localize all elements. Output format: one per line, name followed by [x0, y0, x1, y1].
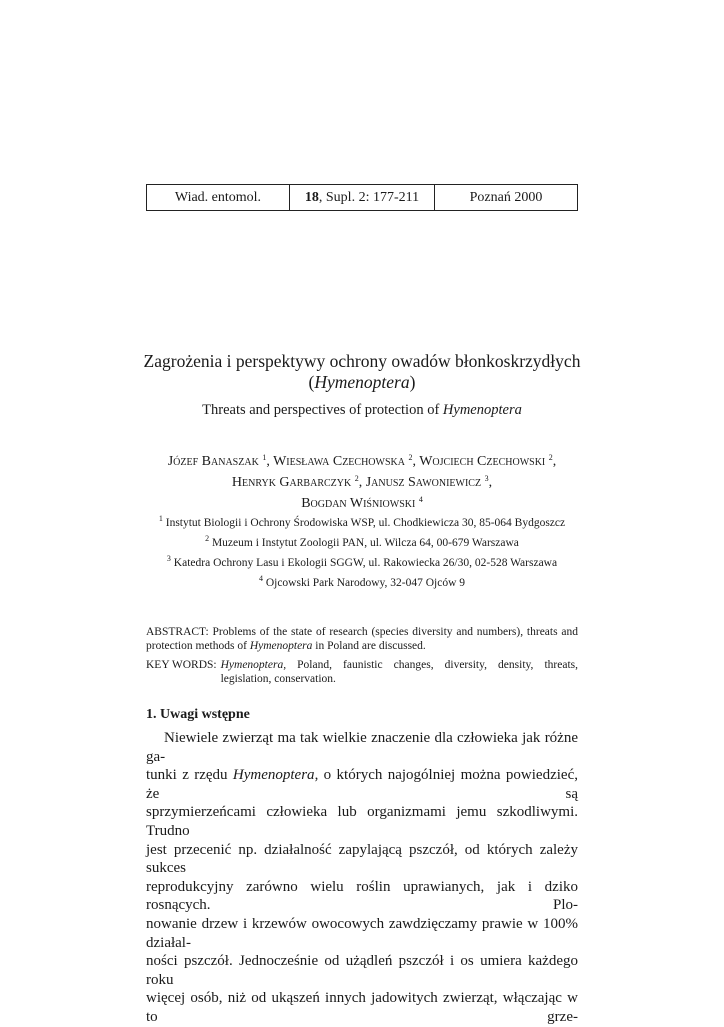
- abstract: [146, 625, 578, 653]
- author-ref: 4: [418, 495, 423, 504]
- affiliation-text: Katedra Ochrony Lasu i Ekologii SGGW, ul. Rakowiecka 26/30, 02-528 Warszawa: [173, 557, 558, 569]
- author-name: Józef Banaszak: [167, 454, 259, 469]
- authors-line-2: Henryk Garbarczyk $^2$, Janusz Sawoniewicz $^3$,: [231, 474, 493, 490]
- journal-volume-pages: [290, 185, 435, 210]
- volume-number: 18: [304, 189, 319, 205]
- author-ref: 2: [408, 453, 413, 462]
- keywords-text: [221, 658, 578, 686]
- affiliation-ref: 1: [158, 514, 163, 523]
- title-taxon: Hymenoptera: [314, 372, 410, 392]
- author-name: Wiesława Czechowska: [273, 454, 405, 469]
- journal-header-box: [146, 184, 578, 211]
- abstract-text: Problems of the state of research (species diversity and numbers), threats and protection methods of: [146, 626, 578, 652]
- place-year: Poznań 2000: [469, 189, 543, 205]
- affiliation-text: Ojcowski Park Narodowy, 32-047 Ojców 9: [265, 577, 466, 589]
- affiliation-2: [100, 532, 624, 550]
- journal-name: Wiad. entomol.: [147, 185, 290, 210]
- subtitle-taxon: Hymenoptera: [442, 402, 522, 418]
- section-heading: 1. Uwagi wstępne: [146, 707, 250, 722]
- body-line-5: reprodukcyjny zarówno wielu roślin uprawianych, jak i dziko rosnących. Plo-: [146, 878, 578, 914]
- author-ref: 2: [354, 474, 359, 483]
- body-line-7: ności pszczół. Jednocześnie od użądleń pszczół i os umiera każdego roku: [146, 953, 578, 988]
- affiliation-ref: 3: [166, 554, 171, 563]
- author-name: Wojciech Czechowski: [419, 454, 546, 469]
- keywords-taxon: Hymenoptera,: [220, 659, 287, 671]
- abstract-text-end: in Poland are discussed.: [312, 640, 426, 652]
- author-ref: 2: [548, 453, 553, 462]
- paper-subtitle-english: [100, 401, 624, 419]
- subtitle-text: Threats and perspectives of protection of: [202, 402, 443, 418]
- body-line-6: nowanie drzew i krzewów owocowych zawdzięczamy prawie w 100% działal-: [146, 915, 578, 951]
- title-line-1: Zagrożenia i perspektywy ochrony owadów błonkoskrzydłych: [143, 351, 581, 371]
- authors-list: [100, 449, 624, 512]
- authors-line-3: [100, 491, 624, 512]
- author-name: Henryk Garbarczyk: [231, 475, 352, 490]
- body-line-8: więcej osób, niż od ukąszeń innych jadowitych zwierząt, włączając w to grze-: [146, 990, 578, 1025]
- keywords: [146, 658, 578, 686]
- author-name: Bogdan Wiśniowski: [301, 496, 416, 511]
- abstract-taxon: Hymenoptera: [249, 640, 313, 652]
- affiliation-ref: 2: [205, 534, 210, 543]
- abstract-label: ABSTRACT:: [146, 626, 209, 638]
- issue-pages: , Supl. 2: 177-211: [318, 189, 420, 205]
- author-name: Janusz Sawoniewicz: [365, 475, 482, 490]
- body-line-1: Niewiele zwierząt ma tak wielkie znaczenie dla człowieka jak różne ga-: [146, 730, 578, 765]
- affiliation-3: [100, 552, 624, 570]
- title-line-2: (Hymenoptera): [308, 372, 416, 392]
- body-paragraph: [146, 729, 578, 1027]
- affiliation-4: [100, 572, 624, 590]
- author-ref: 1: [262, 453, 267, 462]
- affiliation-text: Muzeum i Instytut Zoologii PAN, ul. Wilcza 64, 00-679 Warszawa: [211, 537, 519, 549]
- affiliation-text: Instytut Biologii i Ochrony Środowiska WSP, ul. Chodkiewicza 30, 85-064 Bydgoszcz: [165, 517, 566, 529]
- body-line-4: jest przecenić np. działalność zapylającą pszczół, od których zależy sukces: [146, 841, 578, 877]
- affiliation-1: [100, 512, 624, 530]
- paper-title: [100, 351, 624, 393]
- body-line-2: tunki z rzędu Hymenoptera, o których najogólniej można powiedzieć, że są: [146, 767, 578, 802]
- author-ref: 3: [484, 474, 489, 483]
- keywords-label: KEY WORDS:: [146, 659, 217, 671]
- body-line-3: sprzymierzeńcami człowieka lub organizmami jemu szkodliwymi. Trudno: [146, 804, 578, 839]
- authors-line-1: Józef Banaszak $^1$, Wiesława Czechowska $^2$, Wojciech Czechowski $^2$,: [167, 453, 557, 469]
- keywords-list: Poland, faunistic changes, diversity, density, threats, legislation, conservation.: [220, 659, 578, 685]
- affiliation-ref: 4: [258, 574, 263, 583]
- body-taxon: Hymenoptera: [232, 767, 315, 784]
